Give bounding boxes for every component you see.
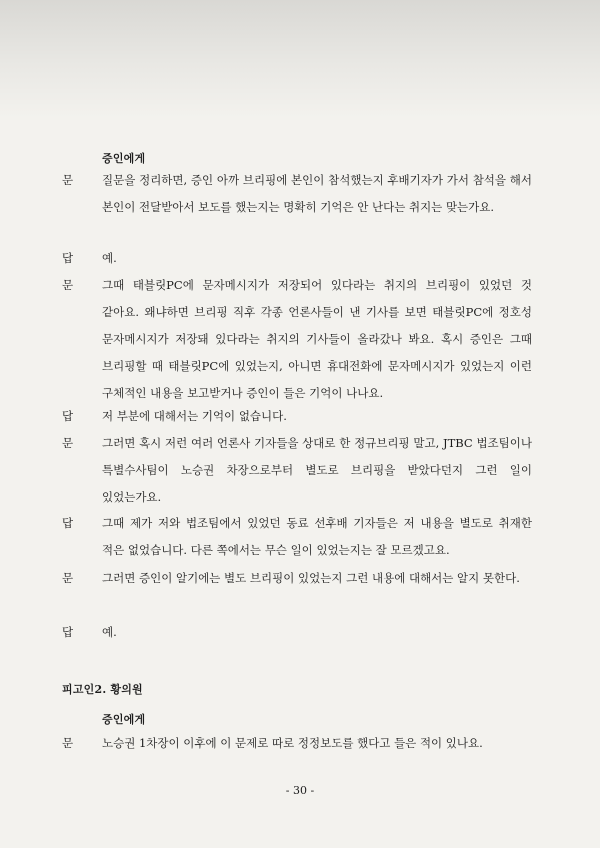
qa-marker: 문 xyxy=(62,173,74,187)
qa-marker: 문 xyxy=(62,278,74,292)
qa-marker: 문 xyxy=(62,736,74,750)
qa-marker: 답 xyxy=(62,516,74,530)
qa-marker: 문 xyxy=(62,571,74,585)
qa-marker: 답 xyxy=(62,625,74,639)
qa-text: 그러면 증인이 알기에는 별도 브리핑이 있었는지 그런 내용에 대해서는 알지 못한다. xyxy=(102,571,520,585)
section-heading-witness: 증인에게 xyxy=(102,713,146,726)
qa-text: 노승권 1차장이 이후에 이 문제로 따로 정정보도를 했다고 들은 적이 있나요. xyxy=(102,736,483,750)
qa-text: 그때 제가 저와 법조팀에서 있었던 동료 선후배 기자들은 저 내용을 별도로 취재한 적은 없었습니다. 다른 쪽에서는 무슨 일이 있었는지는 잘 모르겠고요. xyxy=(102,516,532,557)
qa-marker: 답 xyxy=(62,251,74,265)
qa-text: 그러면 혹시 저런 여러 언론사 기자들을 상대로 한 정규브리핑 말고, JTBC 법조팀이나 특별수사팀이 노승권 차장으로부터 별도로 브리핑을 받았다던지 그런 일이 있었는가요. xyxy=(102,436,532,504)
qa-text: 그때 태블릿PC에 문자메시지가 저장되어 있다라는 취지의 브리핑이 있었던 것 같아요. 왜냐하면 브리핑 직후 각종 언론사들이 낸 기사를 보면 태블릿PC에 정호성 문자메시지가 저장돼 있다라는 취지의 기사들이 올라갔나 봐요. 혹시 증인은 그때 브리핑할 때 태블릿PC에 있었는지, 아니면 휴대전화에 문자메시지가 있었는지 이런 구체적인 내용을 보고받거나 증인이 들은 기억이 나나요. xyxy=(102,278,532,400)
qa-marker: 문 xyxy=(62,436,74,450)
page-number: - 30 - xyxy=(285,784,315,797)
section-heading-defendant: 피고인2. 황의원 xyxy=(62,683,143,696)
qa-text: 질문을 정리하면, 증인 아까 브리핑에 본인이 참석했는지 후배기자가 가서 참석을 해서 본인이 전달받아서 보도를 했는지는 명확히 기억은 안 난다는 취지는 맞는가요. xyxy=(102,173,532,214)
qa-text: 예. xyxy=(102,251,117,265)
section-heading-witness: 증인에게 xyxy=(102,152,146,165)
qa-marker: 답 xyxy=(62,409,74,423)
qa-text: 저 부분에 대해서는 기억이 없습니다. xyxy=(102,409,287,423)
qa-text: 예. xyxy=(102,625,117,639)
